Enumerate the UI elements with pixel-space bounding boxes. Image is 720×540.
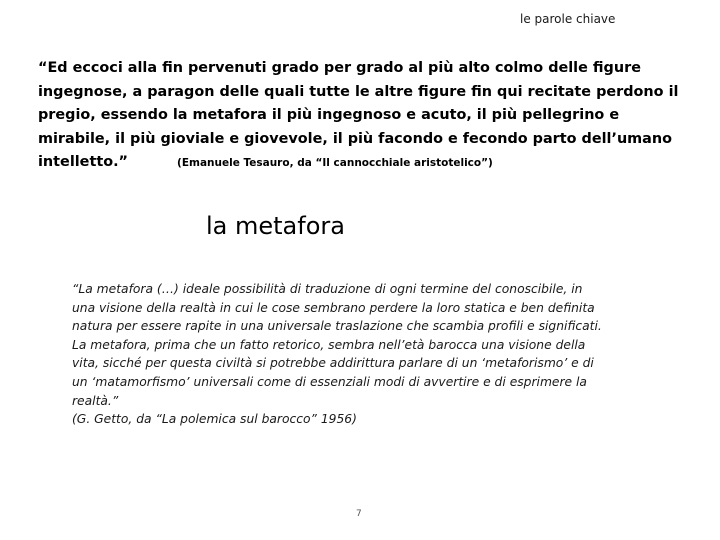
excerpt-line: un ‘matamorfismo’ universali come di essenziali modi di avvertire e di esprimere la: [72, 374, 587, 389]
quote-line: “Ed eccoci alla fin pervenuti grado per grado al più alto colmo delle figure: [38, 60, 641, 76]
excerpt-citation: (G. Getto, da “La polemica sul barocco” 1956): [72, 412, 357, 427]
quote-line: ingegnose, a paragon delle quali tutte le altre figure fin qui recitate perdono il: [38, 83, 679, 100]
quote-line: intelletto.”: [38, 154, 129, 171]
page-number: 7: [356, 509, 362, 519]
quote-line: mirabile, il più gioviale e giovevole, il più facondo e fecondo parto dell’umano: [38, 130, 673, 147]
getto-excerpt: [72, 280, 672, 429]
excerpt-line: natura per essere rapite in una universale traslazione che scambia profili e significati.: [72, 319, 602, 334]
tesauro-quote: [38, 57, 678, 176]
header-label: le parole chiave: [520, 12, 616, 26]
excerpt-line: realtà.”: [72, 393, 119, 408]
quote-last-row: [38, 151, 678, 176]
quote-line: pregio, essendo la metafora il più ingegnoso e acuto, il più pellegrino e: [38, 107, 620, 124]
excerpt-line: una visione della realtà in cui le cose sembrano perdere la loro statica e ben definita: [72, 300, 595, 315]
excerpt-line: La metafora, prima che un fatto retorico, sembra nell’età barocca una visione della: [72, 337, 586, 352]
excerpt-line: vita, sicché per questa civiltà si potrebbe addirittura parlare di un ‘metaforismo’ e di: [72, 356, 594, 371]
excerpt-line: “La metafora (…) ideale possibilità di traduzione di ogni termine del conoscibile, in: [72, 282, 583, 296]
section-heading: la metafora: [206, 212, 345, 240]
quote-attribution: (Emanuele Tesauro, da “Il cannocchiale aristotelico”): [177, 157, 493, 170]
